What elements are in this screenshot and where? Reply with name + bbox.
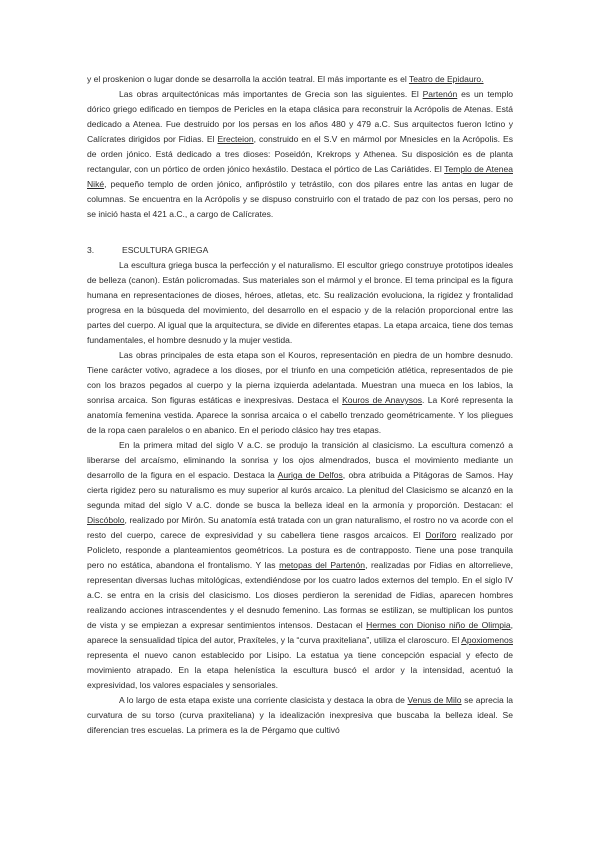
text-run: , aparece la sensualidad típica del autor, Praxíteles, y la “curva praxiteliana”, utiliza el claroscuro. El [87, 620, 514, 645]
link-venus-de-milo[interactable]: Venus de Milo [407, 695, 462, 705]
text-run: Las obras principales de esta etapa son el Kouros, representación en piedra de un hombre desnudo. Tiene carácter votivo, agradece a los dioses, por el triunfo en una competición atlética, representados de pie con los brazos pegados al cuerpo y la pierna izquierda adelantada. Muestran una mueca en los labios, la sonrisa arcaica. Son figuras estáticas e inexpresivas. Destaca el [87, 350, 513, 405]
link-partenón[interactable]: Partenón [422, 89, 458, 99]
paragraph-classical [87, 438, 513, 693]
text-run: representa el nuevo canon establecido por Lisipo. La estatua ya tiene concepción espacial y efecto de movimiento atrapado. En la etapa helenística la escultura buscó el ardor y la intensidad, acentuó la expresividad, los valores espaciales y sensoriales. [87, 650, 513, 690]
link-templo-de-atenea-niké[interactable]: Templo de Atenea Niké [87, 164, 513, 189]
text-run: realizado por Policleto, responde a planteamientos geométricos. La postura es de contrapposto. Tiene una pose tranquila pero no estática, abandona el frontalismo. Y las [87, 530, 513, 570]
text-run: A lo largo de esta etapa existe una corriente clasicista y destaca la obra de [119, 695, 408, 705]
text-run: , obra atribuida a Pitágoras de Samos. Hay cierta rigidez pero su naturalismo es muy superior al kurós arcaico. La plenitud del Clasicismo se alcanzó en la segunda mitad del siglo V a.C. donde se busca la belleza ideal en la armonía y proporción. Destacan: el [87, 470, 513, 510]
section-heading [87, 243, 513, 258]
paragraph-intro [87, 72, 513, 87]
link-erecteion[interactable]: Erecteion [217, 134, 254, 144]
link-discóbolo[interactable]: Discóbolo [87, 515, 125, 525]
paragraph-archaic [87, 348, 513, 438]
paragraph-sculpture-intro [87, 258, 513, 348]
text-run: , realizadas por Fidias en altorrelieve, representan diversas luchas mitológicas, extendiéndose por los cuatro lados externos del templo. En el siglo IV a.C. se entra en la crisis del clasicismo. Los dioses perdieron la serenidad de Fidias, aparecen hombres realizando acciones intrascendentes y el desnudo femenino. Las formas se estilizan, se multiplican los puntos de vista y se empiezan a expresar sentimientos intensos. Destacan el [87, 560, 514, 630]
text-run: Las obras arquitectónicas más importantes de Grecia son las siguientes. El [119, 89, 423, 99]
link-doríforo[interactable]: Doríforo [425, 530, 457, 540]
link-auriga-de-delfos[interactable]: Auriga de Delfos [277, 470, 343, 480]
link-apoxiomenos[interactable]: Apoxiomenos [461, 635, 513, 645]
text-run: , construido en el S.V en mármol por Mnesicles en la Acrópolis. Es de orden jónico. Está dedicado a tres dioses: Poseidón, Krekrops y Athenea. Su disposición es de planta rectangular, con un pórtico de orden jónico hexástilo. Destaca el pórtico de Las Cariátides. El [87, 134, 513, 174]
section-title: ESCULTURA GRIEGA [122, 245, 209, 255]
section-number: 3. [87, 245, 95, 255]
link-kouros-de-anavysos[interactable]: Kouros de Anavysos [342, 395, 423, 405]
text-run: , realizado por Mirón. Su anatomía está tratada con un gran naturalismo, el rostro no va acorde con el resto del cuerpo, carece de expresividad y su cabellera tiene rasgos arcaicos. El [87, 515, 513, 540]
text-run: , pequeño templo de orden jónico, anfipróstilo y tetrástilo, con dos pilares entre las antas en lugar de columnas. Se encuentra en la Acrópolis y se dispuso construirlo con el tratado de paz con los persas, pero no se inició hasta el 421 a.C., a cargo de Calícrates. [87, 179, 513, 219]
text-run: y el proskenion o lugar donde se desarrolla la acción teatral. El más importante es el [87, 74, 409, 84]
paragraph-architecture [87, 87, 513, 222]
text-run: se aprecia la curvatura de su torso (curva praxiteliana) y la idealización inexpresiva que buscaba la belleza ideal. Se diferencian tres escuelas. La primera es la de Pérgamo que cultivó [87, 695, 513, 735]
text-run: es un templo dórico griego edificado en tiempos de Pericles en la etapa clásica para reconstruir la Acrópolis de Atenas. Está dedicado a Atenea. Fue destruido por los persas en los años 480 y 479 a.C. Sus arquitectos fueron Ictino y Calícrates dirigidos por Fidias. El [87, 89, 513, 144]
text-run: La escultura griega busca la perfección y el naturalismo. El escultor griego construye prototipos ideales de belleza (canon). Están policromadas. Sus materiales son el mármol y el bronce. El tema principal es la figura humana en representaciones de dioses, héroes, atletas, etc. Su realización evoluciona, la rigidez y frontalidad progresa en la búsqueda del movimiento, del desarrollo en el espacio y de la relación proporcional entre las partes del cuerpo. Al igual que la arquitectura, se divide en diferentes etapas. La etapa arcaica, tiene dos temas fundamentales, el hombre desnudo y la mujer vestida. [87, 260, 513, 345]
text-run: . La Koré representa la anatomía femenina vestida. Aparece la sonrisa arcaica o el cabello trenzado geométricamente. Y los pliegues de la ropa caen paralelos o en abanico. En el periodo clásico hay tres etapas. [87, 395, 514, 435]
text-run: En la primera mitad del siglo V a.C. se produjo la transición al clasicismo. La escultura comenzó a liberarse del arcaísmo, eliminando la sonrisa y los ojos almendrados, busca el movimiento mediante un desarrollo de la figura en el espacio. Destaca la [87, 440, 513, 480]
link-metopas-del-partenón[interactable]: metopas del Partenón [279, 560, 366, 570]
paragraph-hellenistic [87, 693, 513, 738]
link-teatro-de-epidauro[interactable]: Teatro de Epidauro. [408, 74, 484, 84]
link-hermes-con-dioniso-niño-de-olimpia[interactable]: Hermes con Dioniso niño de Olimpia [366, 620, 511, 630]
